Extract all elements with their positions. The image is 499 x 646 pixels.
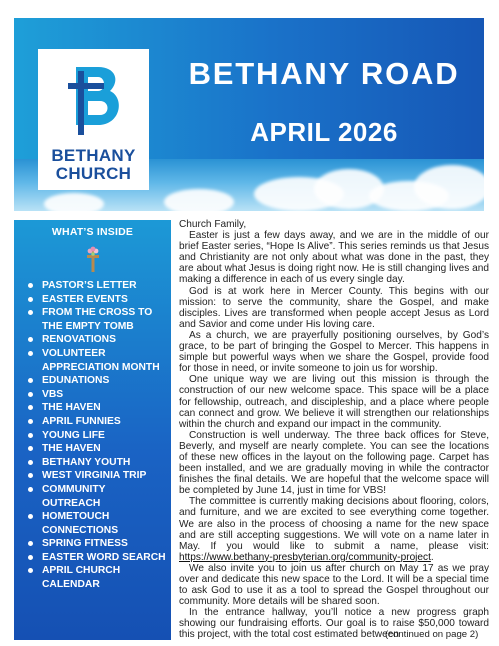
letter-paragraph — [179, 496, 489, 563]
toc-item[interactable]: EDUNATIONS — [14, 374, 166, 388]
newsletter-title: BETHANY ROAD — [188, 56, 460, 91]
sidebar-heading: WHAT’S INSIDE — [51, 226, 134, 238]
toc-item[interactable]: VBS — [14, 388, 166, 402]
toc-item[interactable]: WEST VIRGINIA TRIP — [14, 469, 166, 483]
church-logo — [38, 49, 149, 190]
header-banner — [14, 18, 484, 211]
letter-paragraph: Easter is just a few days away, and we are in the middle of our brief Easter series, “Hope Is Alive”. This series reminds us that Jesus and Christianity are not only about what was done in the past, they are about what Jesus is doing right now. He is still changing lives and making a difference in each of us every single day. — [179, 230, 489, 286]
letter-paragraph: Construction is well underway. The three back offices for Steve, Beverly, and myself are nearly complete. You can see the locations of these new offices in the layout on the following page. Carpet has been installed, and we are gradually moving in while the contractor finishes the final details. We are hopeful that the welcome space will be completed by June 14, just in time for VBS! — [179, 429, 489, 497]
letter-paragraph-end: . — [430, 551, 434, 563]
letter-paragraph: God is at work here in Mercer County. This begins with our mission: to serve the community, share the Gospel, and make disciples. Lives are transformed when people accept Jesus as Lord and Savior and come under His loving care. — [179, 285, 489, 330]
toc-item[interactable]: THE HAVEN — [14, 442, 166, 456]
toc-item[interactable]: EASTER EVENTS — [14, 293, 166, 307]
issue-date: APRIL 2026 — [250, 117, 398, 147]
toc-item[interactable]: BETHANY YOUTH — [14, 456, 166, 470]
logo-line2: CHURCH — [55, 164, 132, 183]
logo-cross-b-icon — [58, 57, 130, 147]
whats-inside-sidebar — [14, 220, 171, 640]
toc-item[interactable]: YOUNG LIFE — [14, 429, 166, 443]
letter-paragraph: We also invite you to join us after church on May 17 as we pray over and dedicate this new space to the Lord. It will be a special time to ask God to use it as a tool to spread the Gospel throughout our community. More details will be shared soon. — [179, 562, 489, 608]
toc-item[interactable]: FROM THE CROSS TO THE EMPTY TOMB — [14, 306, 166, 333]
flower-cross-icon — [86, 246, 100, 272]
logo-line1: BETHANY — [51, 146, 136, 165]
continued-note: (continued on page 2) — [385, 629, 479, 640]
letter-paragraph: As a church, we are prayerfully positioning ourselves, by God’s grace, to be part of bringing the Gospel to Mercer. This happens in simple but powerful ways when we share the Gospel, provide food for those in need, or invite someone to join us for worship. — [179, 329, 489, 375]
toc-item[interactable]: APRIL FUNNIES — [14, 415, 166, 429]
toc-item[interactable]: VOLUNTEER APPRECIATION MONTH — [14, 347, 166, 374]
toc-item[interactable]: RENOVATIONS — [14, 333, 166, 347]
toc-item[interactable]: THE HAVEN — [14, 401, 166, 415]
community-project-link[interactable]: https://www.bethany-presbyterian.org/community-project — [179, 551, 431, 563]
table-of-contents — [14, 279, 166, 592]
toc-item[interactable]: COMMUNITY OUTREACH — [14, 483, 166, 510]
toc-item[interactable]: HOMETOUCH CONNECTIONS — [14, 510, 166, 537]
toc-item[interactable]: PASTOR’S LETTER — [14, 279, 166, 293]
pastors-letter — [179, 219, 489, 641]
letter-paragraph: In the entrance hallway, you’ll notice a new progress graph showing our fundraising efforts. Our goal is to raise $50,000 toward this project, with the total cost estimated between — [179, 607, 489, 641]
toc-item[interactable]: APRIL CHURCH CALENDAR — [14, 564, 166, 591]
toc-item[interactable]: SPRING FITNESS — [14, 537, 166, 551]
letter-greeting: Church Family, — [179, 219, 247, 230]
toc-item[interactable]: EASTER WORD SEARCH — [14, 551, 166, 565]
letter-paragraph-text: The committee is currently making decisions about flooring, colors, and furniture, and we are excited to see everything come together. We are also in the process of choosing a name for the new space and are still accepting suggestions. We will vote on a name later in May. If you would like to submit a name, please visit: — [179, 496, 489, 552]
letter-paragraph: One unique way we are living out this mission is through the construction of our new welcome space. This space will be a place for fellowship, outreach, and discipleship, and a place where people can connect and grow. We believe it will strengthen our relationships within the church and expand our impact in the community. — [179, 374, 489, 430]
